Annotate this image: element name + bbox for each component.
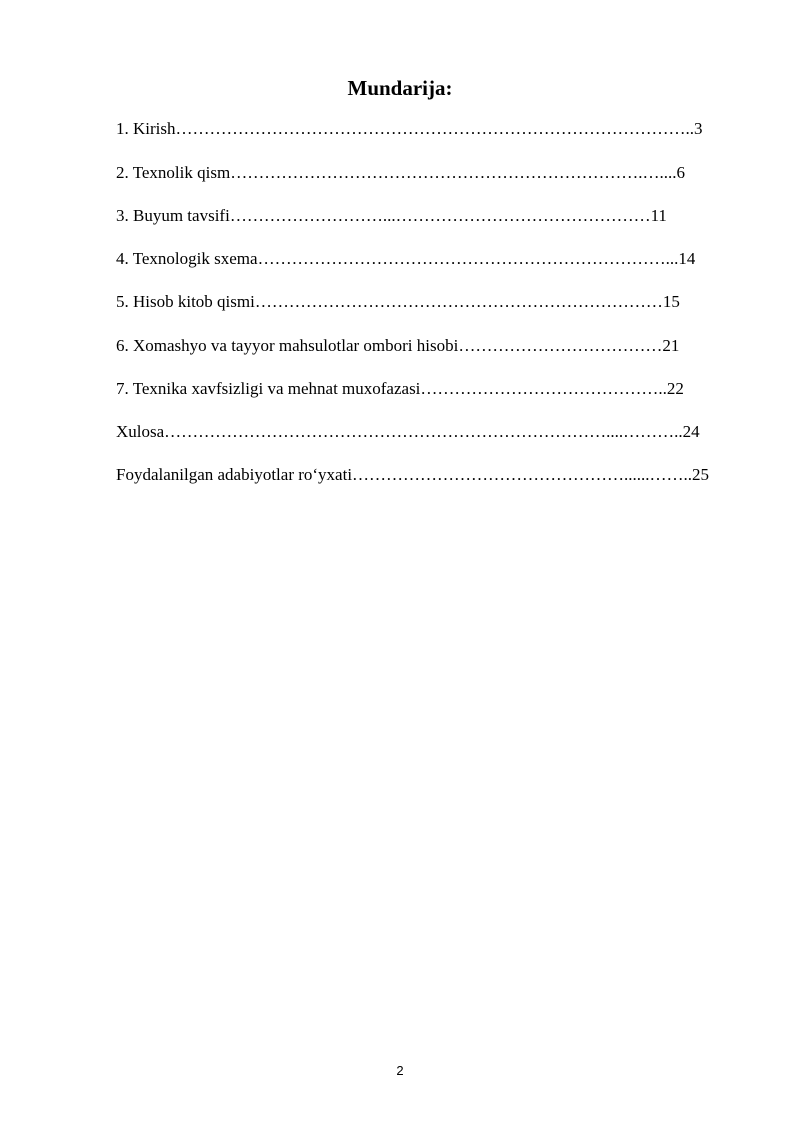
toc-entry: [116, 289, 680, 315]
toc-entry-page: 22: [666, 379, 684, 398]
toc-entry-leader: ……………………………………..: [420, 379, 667, 398]
toc-entry-page: 25: [692, 465, 710, 484]
toc-entry: [116, 333, 679, 359]
toc-entry-page: 15: [662, 292, 680, 311]
toc-entry: [116, 160, 685, 186]
toc-entry: [116, 116, 703, 142]
toc-entry: [116, 246, 695, 272]
toc-entry-page: 14: [678, 249, 696, 268]
toc-entry-leader: ………………………………………………………………: [254, 292, 663, 311]
toc-entry-leader: ……………………………………………………………….…....: [230, 163, 677, 182]
toc-entry-page: 24: [682, 422, 700, 441]
toc-entry-page: 11: [650, 206, 667, 225]
toc-entry-label: 7. Texnika xavfsizligi va mehnat muxofazasi: [116, 379, 421, 398]
toc-entry-label: 4. Texnologik sxema: [116, 249, 258, 268]
toc-entry-leader: ……………………………………………………………………....………..: [164, 422, 683, 441]
toc-entry-page: 21: [662, 336, 680, 355]
toc-entry: [116, 376, 684, 402]
toc-entry-label: 2. Texnolik qism: [116, 163, 231, 182]
toc-entry-page: 3: [694, 119, 703, 138]
toc-entry-label: 6. Xomashyo va tayyor mahsulotlar ombori hisobi: [116, 336, 459, 355]
toc-entry-label: 5. Hisob kitob qismi: [116, 292, 255, 311]
toc-entry-label: 3. Buyum tavsifi: [116, 206, 230, 225]
toc-entry-leader: ………………………………………………………………………………..: [175, 119, 694, 138]
toc-entry-leader: ………………………………: [458, 336, 663, 355]
toc-entry-leader: …………………………………………......……..: [352, 465, 693, 484]
toc-entry-page: 6: [676, 163, 685, 182]
toc-entry-leader: ………………………...………………………………………: [229, 206, 651, 225]
toc-entry: [116, 203, 667, 229]
page-number: 2: [396, 1063, 404, 1078]
toc-entry: [116, 462, 709, 488]
toc-entry: [116, 419, 700, 445]
toc-entry-leader: ………………………………………………………………...: [257, 249, 679, 268]
toc-entry-label: Foydalanilgan adabiyotlar ro‘yxati: [116, 465, 353, 484]
toc-title: Mundarija:: [347, 76, 453, 100]
toc-entry-label: 1. Kirish: [116, 119, 176, 138]
toc-entry-label: Xulosa: [116, 422, 165, 441]
